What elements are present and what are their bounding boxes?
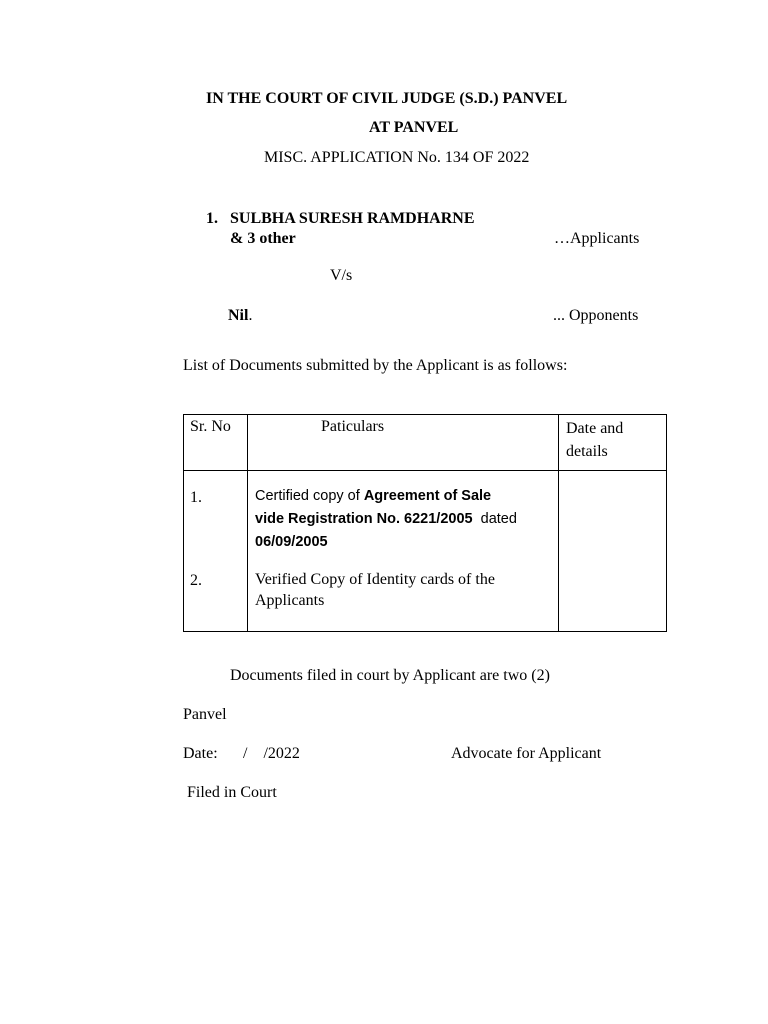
versus-label: V/s — [330, 267, 353, 284]
court-title: IN THE COURT OF CIVIL JUDGE (S.D.) PANVEL — [206, 90, 568, 107]
case-number: MISC. APPLICATION No. 134 OF 2022 — [264, 149, 530, 166]
row1-particulars-line1: Certified copy of Agreement of Sale — [255, 488, 492, 504]
opponent-name: Nil — [228, 307, 249, 324]
header-date-line2: details — [566, 443, 608, 460]
filed-label: Filed in Court — [187, 784, 277, 801]
applicant-name: SULBHA SURESH RAMDHARNE — [230, 210, 475, 227]
signature-label: Advocate for Applicant — [451, 745, 602, 762]
row2-particulars-line1: Verified Copy of Identity cards of the — [255, 571, 495, 588]
row1-particulars-line3: 06/09/2005 — [255, 534, 328, 550]
table-header-row — [184, 415, 667, 471]
header-particulars: Paticulars — [248, 415, 559, 471]
header-date-line1: Date and — [566, 420, 624, 437]
applicant-role: …Applicants — [554, 230, 640, 247]
court-place: AT PANVEL — [369, 119, 459, 136]
date-label: Date: — [183, 745, 218, 762]
opponent — [228, 306, 252, 326]
opponent-role: ... Opponents — [553, 307, 639, 324]
applicant-number: 1. — [206, 210, 218, 227]
table-row — [184, 471, 667, 632]
documents-table — [183, 414, 667, 632]
row2-particulars-line2: Applicants — [255, 592, 325, 609]
opponent-suffix: . — [248, 307, 253, 324]
applicant-others: & 3 other — [230, 230, 296, 247]
particulars-cell — [248, 471, 559, 632]
documents-summary: Documents filed in court by Applicant are two (2) — [230, 667, 550, 684]
list-intro: List of Documents submitted by the Applicant is as follows: — [183, 357, 568, 374]
row2-sr: 2. — [190, 572, 202, 589]
sr-cell — [184, 471, 248, 632]
header-date-details — [559, 415, 667, 471]
row1-sr: 1. — [190, 489, 202, 506]
place-label: Panvel — [183, 706, 227, 723]
date-value: / /2022 — [243, 745, 300, 762]
header-sr-no: Sr. No — [184, 415, 248, 471]
row1-particulars-line2: vide Registration No. 6221/2005 dated — [255, 511, 517, 527]
date-details-cell — [559, 471, 667, 632]
